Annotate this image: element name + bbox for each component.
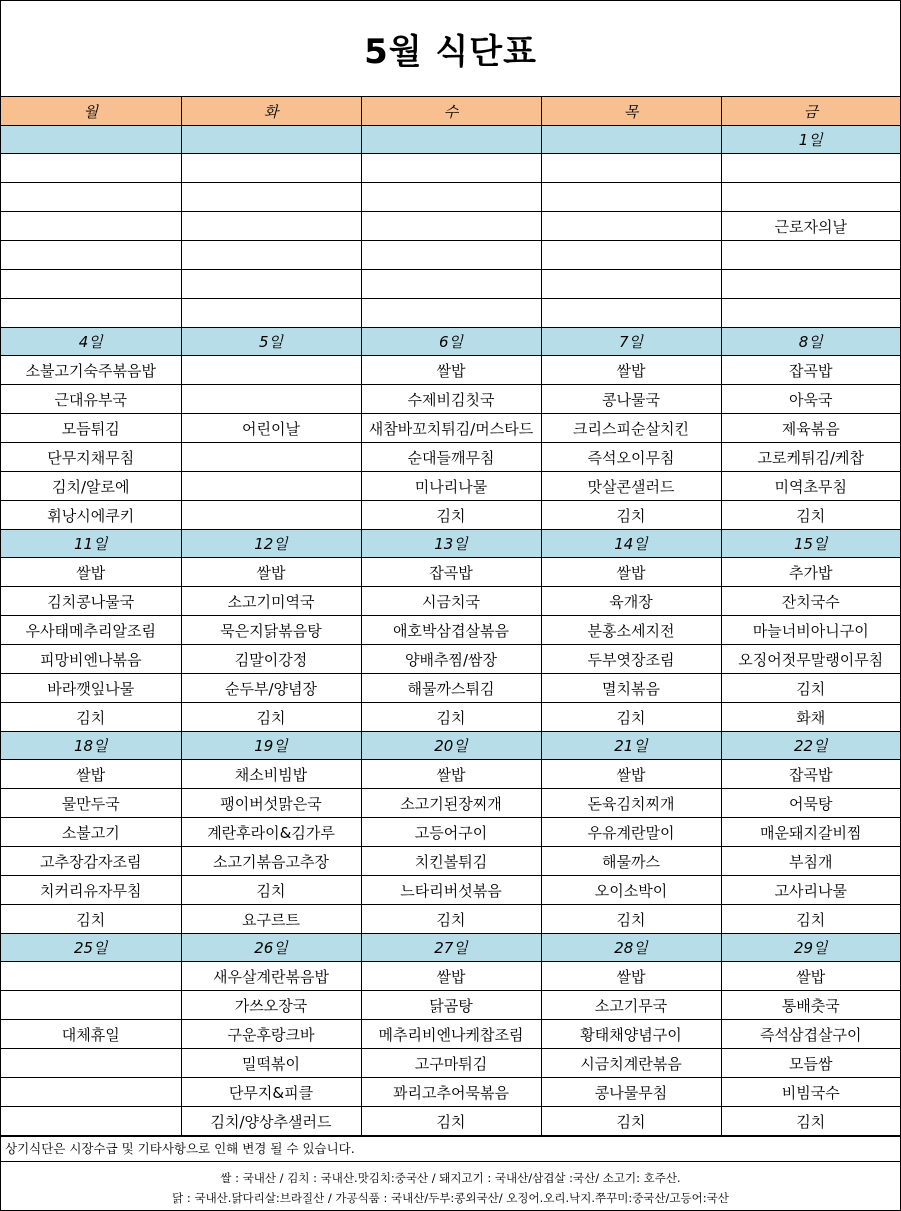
menu-cell [1,212,181,241]
date-cell: 29일 [721,934,900,962]
menu-cell: 꽈리고추어묵볶음 [361,1078,541,1107]
menu-cell [1,1078,181,1107]
menu-cell: 쌀밥 [541,760,721,789]
menu-cell [721,241,900,270]
menu-cell: 근로자의날 [721,212,900,241]
menu-row [1,991,900,1020]
menu-cell: 김치/알로에 [1,472,181,501]
menu-cell: 김치 [721,905,900,934]
menu-cell: 수제비김칫국 [361,385,541,414]
date-cell: 7일 [541,328,721,356]
menu-cell: 고등어구이 [361,818,541,847]
menu-cell: 쌀밥 [721,962,900,991]
origin-info [1,1162,900,1208]
menu-cell: 메추리비엔나케찹조림 [361,1020,541,1049]
menu-cell: 잡곡밥 [721,760,900,789]
date-cell: 20일 [361,732,541,760]
menu-cell [541,154,721,183]
menu-cell: 아욱국 [721,385,900,414]
menu-cell: 어묵탕 [721,789,900,818]
menu-cell [541,241,721,270]
date-cell: 19일 [181,732,361,760]
menu-cell: 대체휴일 [1,1020,181,1049]
date-row [1,934,900,962]
menu-cell [1,241,181,270]
weekday-header: 월 [1,97,181,126]
menu-row [1,1020,900,1049]
menu-cell: 미역초무침 [721,472,900,501]
menu-cell: 김치 [361,501,541,530]
menu-cell: 미나리나물 [361,472,541,501]
menu-cell: 잡곡밥 [721,356,900,385]
menu-cell [721,183,900,212]
menu-cell: 계란후라이&김가루 [181,818,361,847]
menu-row [1,818,900,847]
menu-cell [1,962,181,991]
menu-cell: 김치 [181,703,361,732]
menu-cell: 추가밥 [721,558,900,587]
menu-row [1,212,900,241]
menu-cell: 양배추찜/쌈장 [361,645,541,674]
menu-cell: 부침개 [721,847,900,876]
menu-cell: 묵은지닭볶음탕 [181,616,361,645]
weekday-header: 화 [181,97,361,126]
menu-cell: 근대유부국 [1,385,181,414]
menu-cell: 고추장감자조림 [1,847,181,876]
menu-cell: 순두부/양념장 [181,674,361,703]
menu-cell: 김치 [721,501,900,530]
menu-cell: 채소비빔밥 [181,760,361,789]
menu-cell: 쌀밥 [541,962,721,991]
menu-cell: 바라깻잎나물 [1,674,181,703]
page-title: 5월 식단표 [1,1,900,97]
menu-cell: 비빔국수 [721,1078,900,1107]
menu-cell: 구운후랑크바 [181,1020,361,1049]
notice-text: 상기식단은 시장수급 및 기타사항으로 인해 변경 될 수 있습니다. [1,1136,900,1162]
menu-cell: 모듬튀김 [1,414,181,443]
menu-cell: 쌀밥 [361,962,541,991]
menu-cell [541,299,721,328]
menu-row [1,472,900,501]
menu-cell: 화채 [721,703,900,732]
menu-cell [361,299,541,328]
menu-cell [721,270,900,299]
date-cell: 21일 [541,732,721,760]
date-cell: 11일 [1,530,181,558]
menu-cell [1,270,181,299]
weekday-header: 목 [541,97,721,126]
date-cell [541,126,721,154]
menu-cell: 김치콩나물국 [1,587,181,616]
menu-cell: 애호박삼겹살볶음 [361,616,541,645]
weekday-header: 수 [361,97,541,126]
menu-cell: 쌀밥 [361,760,541,789]
date-cell: 15일 [721,530,900,558]
date-row [1,732,900,760]
menu-cell: 쌀밥 [361,356,541,385]
date-cell: 4일 [1,328,181,356]
menu-cell: 쌀밥 [541,558,721,587]
date-cell: 25일 [1,934,181,962]
date-cell [181,126,361,154]
date-row [1,126,900,154]
menu-cell: 해물까스튀김 [361,674,541,703]
menu-cell: 콩나물국 [541,385,721,414]
menu-row [1,962,900,991]
menu-row [1,876,900,905]
weekday-header: 금 [721,97,900,126]
menu-cell [181,385,361,414]
menu-cell: 고구마튀김 [361,1049,541,1078]
menu-cell: 멸치볶음 [541,674,721,703]
menu-row [1,385,900,414]
menu-cell: 소불고기숙주볶음밥 [1,356,181,385]
menu-cell: 요구르트 [181,905,361,934]
menu-cell [541,183,721,212]
menu-cell: 즉석삼겹살구이 [721,1020,900,1049]
menu-cell: 김치 [1,905,181,934]
menu-cell: 순대들깨무침 [361,443,541,472]
menu-row [1,1078,900,1107]
menu-cell: 소고기된장찌개 [361,789,541,818]
menu-cell [541,212,721,241]
menu-cell: 치킨볼튀김 [361,847,541,876]
date-cell: 26일 [181,934,361,962]
menu-cell: 김치 [541,703,721,732]
menu-cell [1,1107,181,1136]
menu-cell: 돈육김치찌개 [541,789,721,818]
menu-cell: 단무지채무침 [1,443,181,472]
menu-cell: 팽이버섯맑은국 [181,789,361,818]
menu-cell [181,241,361,270]
menu-row [1,760,900,789]
menu-row [1,847,900,876]
menu-cell: 우사태메추리알조림 [1,616,181,645]
menu-cell: 고로케튀김/케찹 [721,443,900,472]
menu-cell [1,991,181,1020]
menu-cell [1,183,181,212]
date-cell: 27일 [361,934,541,962]
date-cell: 8일 [721,328,900,356]
menu-cell [1,299,181,328]
menu-cell [361,154,541,183]
menu-cell: 크리스피순살치킨 [541,414,721,443]
menu-cell: 느타리버섯볶음 [361,876,541,905]
date-cell: 18일 [1,732,181,760]
menu-cell: 김치 [181,876,361,905]
menu-cell [361,212,541,241]
menu-cell: 황태채양념구이 [541,1020,721,1049]
menu-cell: 김치 [721,674,900,703]
menu-row [1,501,900,530]
menu-row [1,270,900,299]
menu-cell: 휘낭시에쿠키 [1,501,181,530]
menu-cell: 단무지&피클 [181,1078,361,1107]
menu-cell: 새우살계란볶음밥 [181,962,361,991]
menu-cell: 소고기무국 [541,991,721,1020]
menu-row [1,703,900,732]
date-cell: 1일 [721,126,900,154]
menu-cell [181,299,361,328]
date-cell: 14일 [541,530,721,558]
menu-cell [181,183,361,212]
menu-cell [721,299,900,328]
menu-cell: 김치 [541,501,721,530]
date-cell: 5일 [181,328,361,356]
menu-cell: 김치 [721,1107,900,1136]
menu-cell: 소고기미역국 [181,587,361,616]
menu-row [1,1049,900,1078]
menu-cell: 통배춧국 [721,991,900,1020]
origin-line: 쌀 : 국내산 / 김치 : 국내산.맛김치:중국산 / 돼지고기 : 국내산/삼겹살 :국산/ 소고기: 호주산. [220,1171,681,1185]
menu-cell: 소고기볶음고추장 [181,847,361,876]
menu-cell: 우유계란말이 [541,818,721,847]
menu-row [1,443,900,472]
date-cell [361,126,541,154]
menu-cell: 쌀밥 [181,558,361,587]
menu-table [1,97,900,1136]
menu-row [1,645,900,674]
menu-cell: 물만두국 [1,789,181,818]
menu-cell [361,241,541,270]
menu-cell: 마늘너비아니구이 [721,616,900,645]
menu-cell: 해물까스 [541,847,721,876]
menu-cell: 오징어젓무말랭이무침 [721,645,900,674]
menu-cell: 김치/양상추샐러드 [181,1107,361,1136]
date-cell: 28일 [541,934,721,962]
menu-cell: 김말이강정 [181,645,361,674]
menu-cell: 김치 [1,703,181,732]
menu-cell [181,501,361,530]
menu-row [1,299,900,328]
menu-row [1,616,900,645]
menu-cell: 가쓰오장국 [181,991,361,1020]
date-cell: 13일 [361,530,541,558]
menu-cell [1,154,181,183]
menu-cell: 시금치계란볶음 [541,1049,721,1078]
menu-cell: 모듬쌈 [721,1049,900,1078]
date-cell: 6일 [361,328,541,356]
menu-cell [361,183,541,212]
menu-cell: 고사리나물 [721,876,900,905]
menu-cell [181,472,361,501]
menu-cell: 닭곰탕 [361,991,541,1020]
menu-cell: 두부엿장조림 [541,645,721,674]
menu-cell: 쌀밥 [1,558,181,587]
weekday-header-row [1,97,900,126]
date-cell [1,126,181,154]
menu-cell: 소불고기 [1,818,181,847]
menu-cell: 김치 [361,905,541,934]
menu-row [1,414,900,443]
menu-row [1,558,900,587]
menu-row [1,674,900,703]
menu-cell: 김치 [361,703,541,732]
menu-cell: 콩나물무침 [541,1078,721,1107]
menu-cell [181,443,361,472]
menu-row [1,356,900,385]
menu-cell: 김치 [541,1107,721,1136]
menu-cell: 쌀밥 [541,356,721,385]
menu-cell [541,270,721,299]
menu-cell: 잔치국수 [721,587,900,616]
menu-row [1,905,900,934]
menu-cell: 어린이날 [181,414,361,443]
menu-cell [181,212,361,241]
menu-row [1,587,900,616]
menu-cell: 맛살콘샐러드 [541,472,721,501]
date-row [1,530,900,558]
menu-cell [721,154,900,183]
menu-cell: 매운돼지갈비찜 [721,818,900,847]
date-row [1,328,900,356]
menu-cell [181,356,361,385]
date-cell: 22일 [721,732,900,760]
menu-cell: 새참바꼬치튀김/머스타드 [361,414,541,443]
menu-cell: 시금치국 [361,587,541,616]
menu-cell [361,270,541,299]
menu-cell [181,270,361,299]
menu-cell: 즉석오이무침 [541,443,721,472]
menu-cell: 분홍소세지전 [541,616,721,645]
menu-cell [181,154,361,183]
menu-row [1,241,900,270]
date-cell: 12일 [181,530,361,558]
menu-row [1,154,900,183]
menu-cell: 밀떡볶이 [181,1049,361,1078]
menu-cell: 쌀밥 [1,760,181,789]
menu-row [1,183,900,212]
menu-cell: 육개장 [541,587,721,616]
menu-cell: 김치 [541,905,721,934]
menu-row [1,789,900,818]
menu-cell: 치커리유자무침 [1,876,181,905]
menu-cell: 피망비엔나볶음 [1,645,181,674]
menu-cell: 제육볶음 [721,414,900,443]
menu-cell: 잡곡밥 [361,558,541,587]
origin-line: 닭 : 국내산.닭다리살:브라질산 / 가공식품 : 국내산/두부:콩외국산/ 오징어.오리.낙지.쭈꾸미:중국산/고등어:국산 [172,1191,729,1205]
menu-cell: 김치 [361,1107,541,1136]
menu-cell: 오이소박이 [541,876,721,905]
menu-cell [1,1049,181,1078]
menu-row [1,1107,900,1136]
